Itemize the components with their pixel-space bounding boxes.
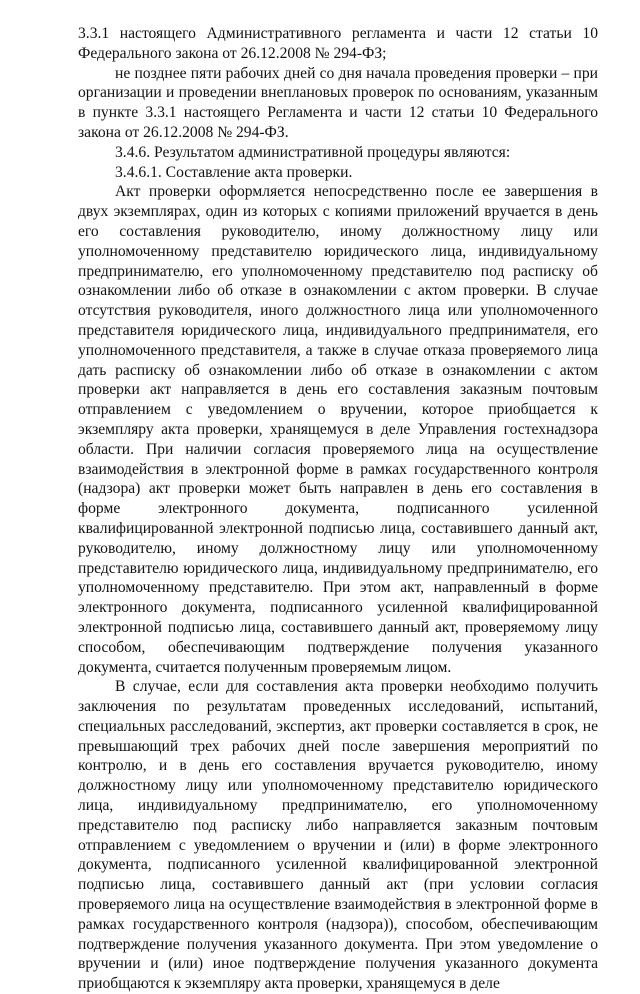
paragraph-act-heading: 3.4.6.1. Составление акта проверки. <box>115 163 353 181</box>
paragraph-expert-conclusions: В случае, если для составления акта проверки необходимо получить заключения по результатам проведенных исследований, испытаний, специальных расследований, экспертиз, акт проверки составляется в срок, не превышающий трех рабочих дней после завершения мероприятий по контролю, и в день его составления вручается руководителю, иному должностному лицу или уполномоченному представителю юридического лица, индивидуальному предпринимателю, его уполномоченному представителю под расписку либо направляется заказным почтовым отправлением с уведомлением о вручении и (или) в форме электронного документа, подписанного усиленной квалифицированной электронной подписью лица, составившего данный акт (при условии согласия проверяемого лица на осуществление взаимодействия в электронной форме в рамках государственного контроля (надзора)), способом, обеспечивающим подтверждение получения указанного документа. При этом уведомление о вручении и (или) иное подтверждение получения указанного документа приобщаются к экземпляру акта проверки, хранящемуся в деле <box>78 678 598 993</box>
paragraph-act-preparation: Акт проверки оформляется непосредственно после ее завершения в двух экземплярах, один из которых с копиями приложений вручается в день его составления руководителю, иному должностному лицу или уполномоченному представителю юридического лица, индивидуальному предпринимателю, его уполномоченному представителю под расписку об ознакомлении либо об отказе в ознакомлении с актом проверки. В случае отсутствия руководителя, иного должностного лица или уполномоченного представителя юридического лица, индивидуального предпринимателя, его уполномоченного представителя, а также в случае отказа проверяемого лица дать расписку об ознакомлении либо об отказе в ознакомлении с актом проверки акт направляется в день его составления заказным почтовым отправлением с уведомлением о вручении, которое приобщается к экземпляру акта проверки, хранящемуся в деле Управления гостехнадзора области. При наличии согласия проверяемого лица на осуществление взаимодействия в электронной форме в рамках государственного контроля (надзора) акт проверки может быть направлен в день его составления в форме электронного документа, подписанного усиленной квалифицированной электронной подписью лица, составившего данный акт, руководителю, иному должностному лицу или уполномоченному представителю юридического лица, индивидуальному предпринимателю, его уполномоченному представителю. При этом акт, направленный в форме электронного документа, подписанного усиленной квалифицированной электронной подписью лица, составившего данный акт, проверяемому лицу способом, обеспечивающим подтверждение получения указанного документа, считается полученным проверяемым лицом. <box>78 183 598 676</box>
paragraph-deadline: не позднее пяти рабочих дней со дня начала проведения проверки – при организации и проведении внеплановых проверок по основаниям, указанным в пункте 3.3.1 настоящего Регламента и части 12 статьи 10 Федерального закона от 26.12.2008 № 294-ФЗ. <box>78 64 598 141</box>
paragraph-law-reference: 3.3.1 настоящего Административного регламента и части 12 статьи 10 Федерального закона от 26.12.2008 № 294-ФЗ; <box>78 25 598 62</box>
paragraph-result-heading: 3.4.6. Результатом административной процедуры являются: <box>115 143 511 161</box>
document-page <box>78 24 598 994</box>
